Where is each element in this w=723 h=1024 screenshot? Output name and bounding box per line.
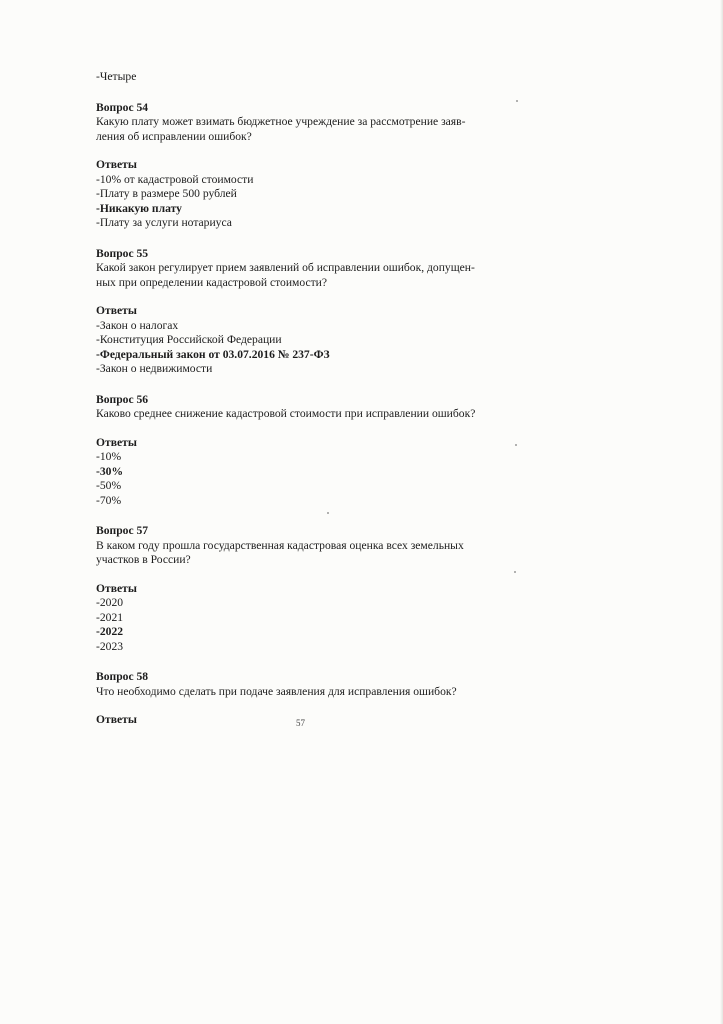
question-title: Вопрос 54 [96, 100, 149, 114]
intro-answer: -Четыре [96, 70, 137, 83]
answer-option-correct: -Никакую плату [96, 201, 182, 215]
answer-option-correct: -30% [96, 464, 124, 478]
question-title: Вопрос 58 [96, 670, 149, 683]
answers-label: Ответы [96, 304, 137, 317]
question-54 [96, 101, 536, 231]
answer-option: -10% от кадастровой стоимости [96, 172, 254, 186]
answer-option: -10% [96, 450, 122, 463]
question-55 [96, 247, 536, 377]
question-title: Вопрос 55 [96, 246, 149, 260]
answer-option: -Закон о налогах [96, 318, 179, 332]
question-57 [96, 524, 536, 654]
question-text-line: Какую плату может взимать бюджетное учреждение за рассмотрение заяв- [96, 115, 466, 128]
answer-option: -Конституция Российской Федерации [96, 333, 282, 346]
question-title: Вопрос 56 [96, 392, 149, 406]
answer-option: -50% [96, 479, 122, 492]
answer-option-correct: -2022 [96, 625, 124, 638]
answer-option: -2023 [96, 639, 124, 653]
answer-option: -70% [96, 493, 122, 507]
question-text-line: Что необходимо сделать при подаче заявления для исправления ошибок? [96, 684, 457, 698]
answer-option: -2020 [96, 596, 124, 609]
question-text-line: ления об исправлении ошибок? [96, 129, 252, 143]
question-text-line: Какой закон регулирует прием заявлений об исправлении ошибок, допущен- [96, 261, 475, 274]
question-text-line: Каково среднее снижение кадастровой стоимости при исправлении ошибок? [96, 407, 476, 420]
answer-option: -Закон о недвижимости [96, 362, 213, 375]
answer-option: -2021 [96, 610, 124, 624]
answer-option: -Плату в размере 500 рублей [96, 187, 237, 200]
question-58 [96, 670, 536, 728]
question-text-line: участков в России? [96, 553, 191, 566]
question-56 [96, 393, 536, 509]
question-text-line: ных при определении кадастровой стоимости? [96, 275, 328, 289]
answer-option-correct: -Федеральный закон от 03.07.2016 № 237-ФЗ [96, 347, 330, 361]
question-text-line: В каком году прошла государственная кадастровая оценка всех земельных [96, 538, 464, 552]
answer-option: -Плату за услуги нотариуса [96, 216, 232, 229]
answers-label: Ответы [96, 713, 137, 726]
question-title: Вопрос 57 [96, 524, 149, 537]
document-page [96, 70, 536, 728]
answers-label: Ответы [96, 581, 137, 595]
answers-label: Ответы [96, 435, 137, 449]
page-number: 57 [296, 718, 305, 728]
answers-label: Ответы [96, 158, 137, 171]
